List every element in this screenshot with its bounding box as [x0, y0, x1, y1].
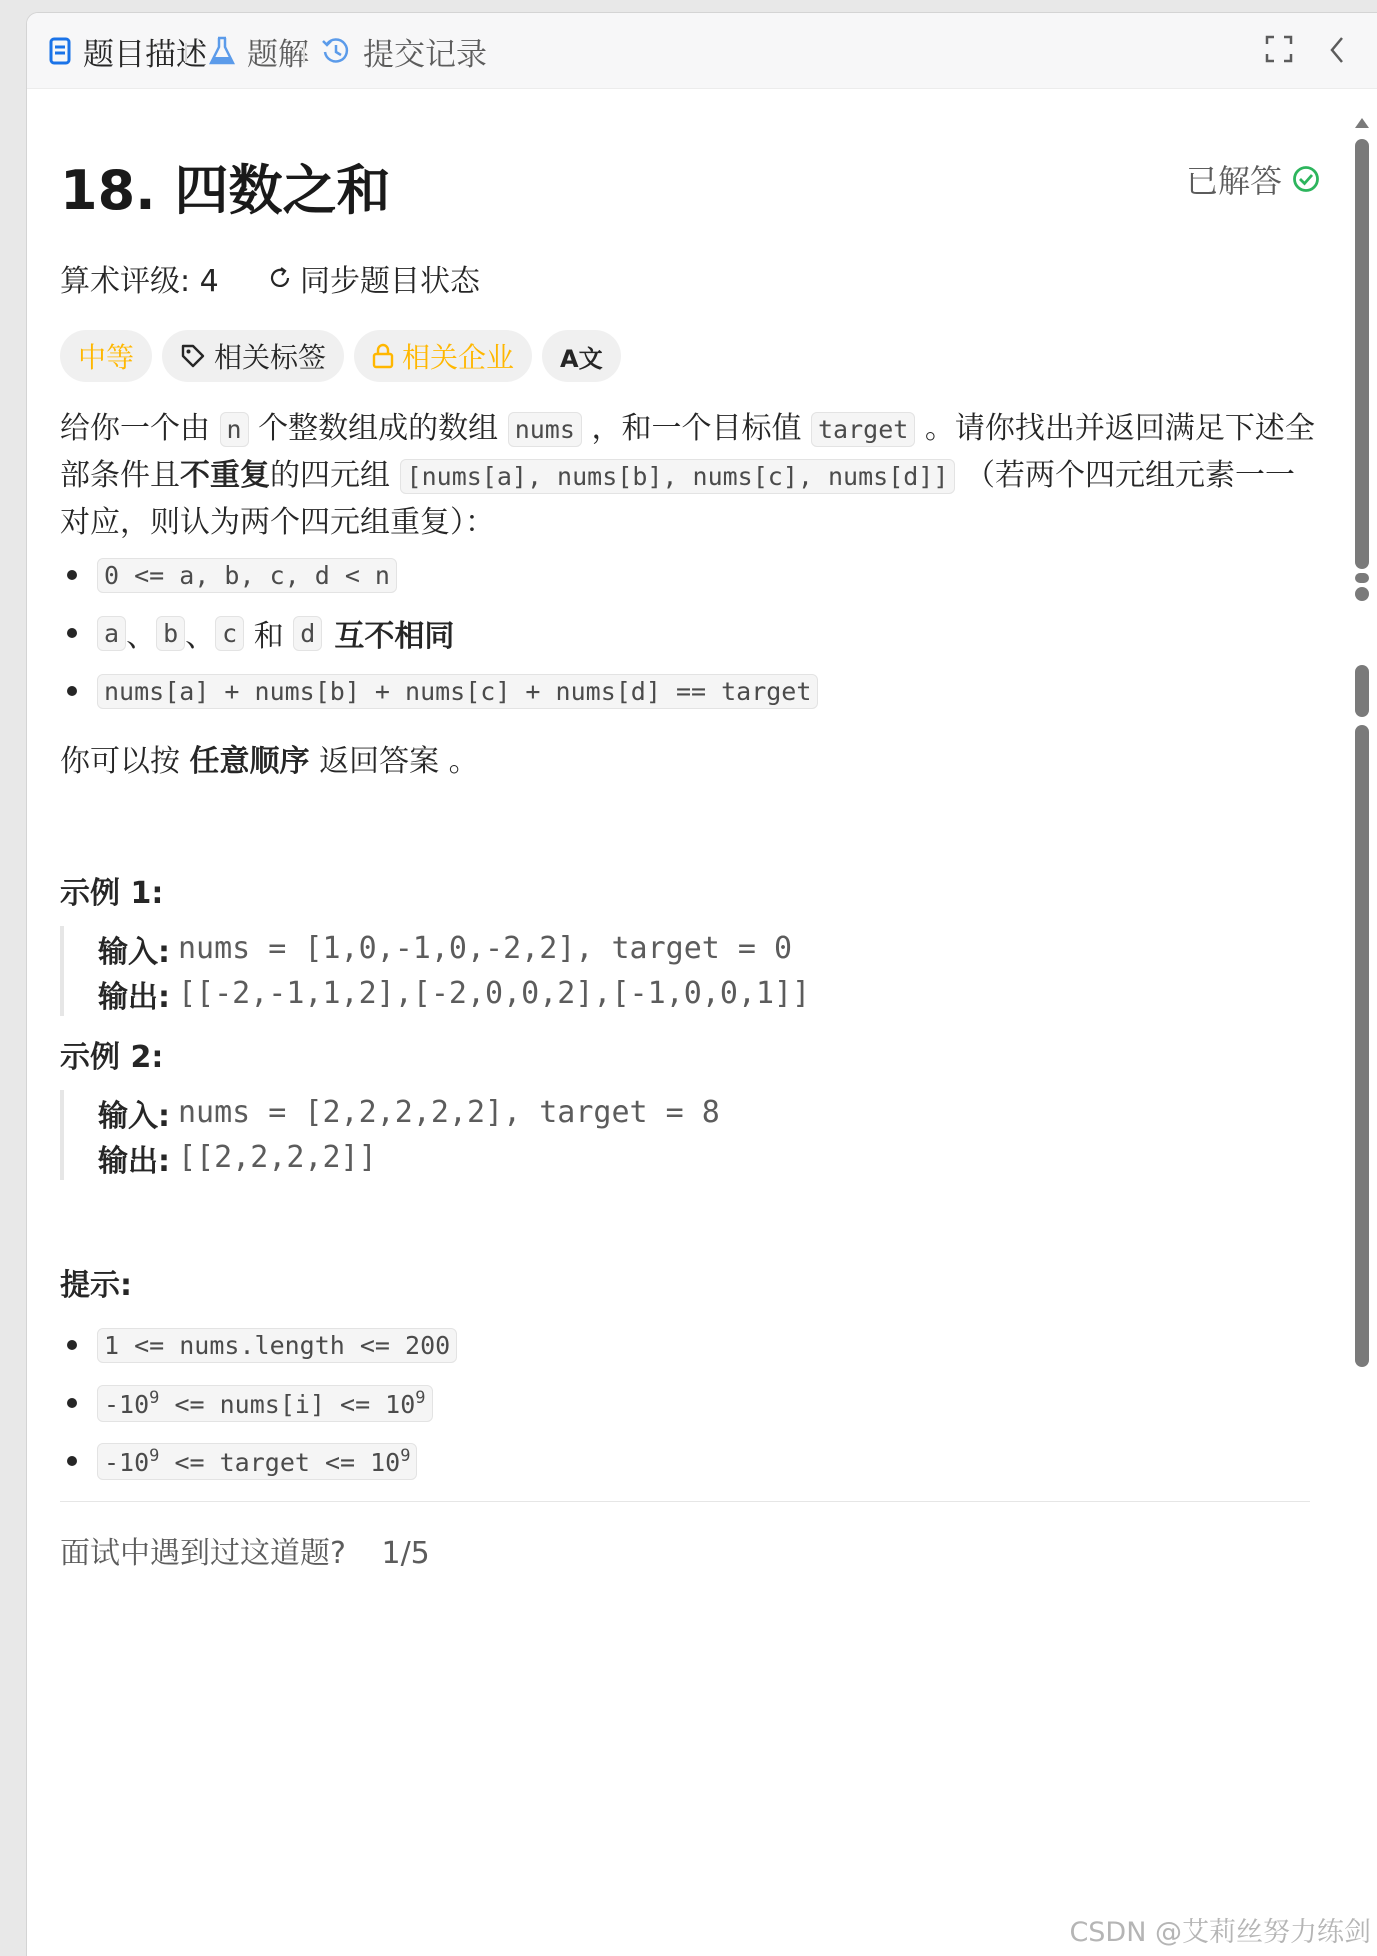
example-block [60, 1090, 998, 1180]
sync-status-button[interactable] [268, 256, 480, 300]
sync-label: 同步题目状态 [300, 256, 480, 300]
list-item [60, 1322, 457, 1368]
text: 和 [244, 611, 293, 655]
scrollbar-segment[interactable] [1355, 665, 1369, 717]
inline-code: 1 <= nums.length <= 200 [97, 1328, 457, 1363]
translate-button[interactable]: A文 [542, 330, 621, 382]
superscript: 9 [415, 1388, 425, 1408]
tab-separator [303, 43, 305, 63]
companies-label: 相关企业 [402, 336, 514, 376]
text: 、 [185, 611, 215, 655]
text: 你可以按 [60, 744, 190, 779]
text: 。请你找出并返回满足下述全部条件且 [60, 411, 1315, 493]
input-label: 输入: [98, 927, 170, 971]
problem-description [60, 406, 1320, 546]
superscript: 9 [400, 1446, 410, 1466]
inline-code: nums[a] + nums[b] + nums[c] + nums[d] == target [97, 674, 818, 709]
scrollbar-segment[interactable] [1355, 573, 1369, 583]
inline-code: [nums[a], nums[b], nums[c], nums[d]] [400, 459, 956, 494]
refresh-icon [268, 266, 292, 290]
watermark: CSDN @艾莉丝努力练剑 [1069, 1910, 1371, 1949]
text: 的四元组 [270, 458, 400, 493]
tab-solutions-label: 题解 [247, 29, 309, 74]
text: -10 [104, 1390, 149, 1419]
tag-icon [180, 343, 206, 369]
solved-label: 已解答 [1186, 156, 1282, 202]
inline-code [97, 1385, 433, 1422]
scrollbar-segment[interactable] [1355, 587, 1369, 601]
description-paragraph [60, 406, 1320, 546]
text: ，和一个目标值 [582, 411, 811, 446]
example-heading: 示例 1: [60, 868, 163, 912]
scroll-up-icon[interactable] [1354, 117, 1370, 129]
bullet-dot [67, 1398, 77, 1408]
tags-button[interactable] [162, 330, 344, 382]
inline-code: nums [508, 412, 582, 447]
any-order-note [60, 736, 479, 780]
difficulty-badge: 中等 [60, 330, 152, 382]
inline-code: b [156, 616, 185, 651]
lock-icon [372, 343, 394, 369]
rating-label: 算术评级: 4 [60, 264, 219, 299]
tab-description-label: 题目描述 [83, 29, 207, 74]
output-value: [[2,2,2,2]] [178, 1140, 377, 1175]
interview-footer[interactable] [60, 1528, 430, 1572]
inline-code: a [97, 616, 126, 651]
example-input [98, 926, 998, 971]
superscript: 9 [149, 1446, 159, 1466]
inline-code: target [811, 412, 915, 447]
bullet-dot [67, 686, 77, 696]
text: 给你一个由 [60, 411, 220, 446]
tab-solutions[interactable] [209, 31, 309, 71]
bold-text: 任意顺序 [190, 744, 310, 779]
text: 返回答案 。 [310, 744, 479, 779]
scrollbar-segment[interactable] [1355, 725, 1369, 1367]
solved-status [1186, 156, 1320, 202]
example-output [98, 971, 998, 1016]
title-row [60, 148, 1320, 218]
companies-button[interactable] [354, 330, 532, 382]
text: （若两个四元组元素一一对应，则认为两个四元组重复）： [60, 458, 1295, 540]
bold-text: 不重复 [180, 458, 270, 493]
output-label: 输出: [98, 1136, 170, 1180]
bold-text: 互不相同 [334, 611, 454, 655]
tab-submissions[interactable] [321, 31, 487, 71]
scrollbar[interactable] [1343, 105, 1377, 1955]
list-item [60, 610, 454, 656]
example-input [98, 1090, 998, 1135]
bullet-dot [67, 628, 77, 638]
bullet-dot [67, 1340, 77, 1350]
list-item [60, 668, 818, 714]
text: 个整数组成的数组 [249, 411, 508, 446]
collapse-chevron-icon[interactable] [1327, 35, 1347, 65]
list-item [60, 1380, 433, 1426]
problem-panel [26, 12, 1377, 1956]
fullscreen-icon[interactable] [1265, 35, 1293, 63]
inline-code: c [215, 616, 244, 651]
tab-submissions-label: 提交记录 [363, 29, 487, 74]
input-label: 输入: [98, 1091, 170, 1135]
inline-code: 0 <= a, b, c, d < n [97, 558, 397, 593]
bullet-dot [67, 1456, 77, 1466]
text: <= nums[i] <= 10 [159, 1390, 415, 1419]
text: <= target <= 10 [159, 1448, 400, 1477]
history-icon [321, 36, 351, 66]
interview-question: 面试中遇到过这道题? [60, 1536, 346, 1571]
chip-row [60, 330, 631, 382]
inline-code: n [220, 412, 249, 447]
hints-heading: 提示: [60, 1260, 132, 1304]
meta-row [60, 256, 219, 300]
flask-icon [209, 36, 235, 66]
superscript: 9 [149, 1388, 159, 1408]
problem-title: 18. 四数之和 [60, 148, 390, 225]
input-value: nums = [2,2,2,2,2], target = 8 [178, 1095, 720, 1130]
tab-description[interactable] [49, 31, 207, 71]
example-block [60, 926, 998, 1016]
text: -10 [104, 1448, 149, 1477]
list-item [60, 1438, 417, 1484]
text: 、 [126, 611, 156, 655]
output-value: [[-2,-1,1,2],[-2,0,0,2],[-1,0,0,1]] [178, 976, 810, 1011]
inline-code: d [293, 616, 322, 651]
tab-bar [27, 13, 1377, 89]
example-output [98, 1135, 998, 1180]
document-icon [49, 37, 71, 65]
tags-label: 相关标签 [214, 336, 326, 376]
output-label: 输出: [98, 972, 170, 1016]
interview-count: 1/5 [381, 1536, 429, 1571]
scrollbar-thumb[interactable] [1355, 139, 1369, 569]
example-heading: 示例 2: [60, 1032, 163, 1076]
inline-code [97, 1443, 417, 1480]
divider [60, 1501, 1310, 1502]
check-circle-icon [1292, 165, 1320, 193]
tab-separator [185, 43, 187, 63]
list-item [60, 552, 397, 598]
bullet-dot [67, 570, 77, 580]
input-value: nums = [1,0,-1,0,-2,2], target = 0 [178, 931, 792, 966]
